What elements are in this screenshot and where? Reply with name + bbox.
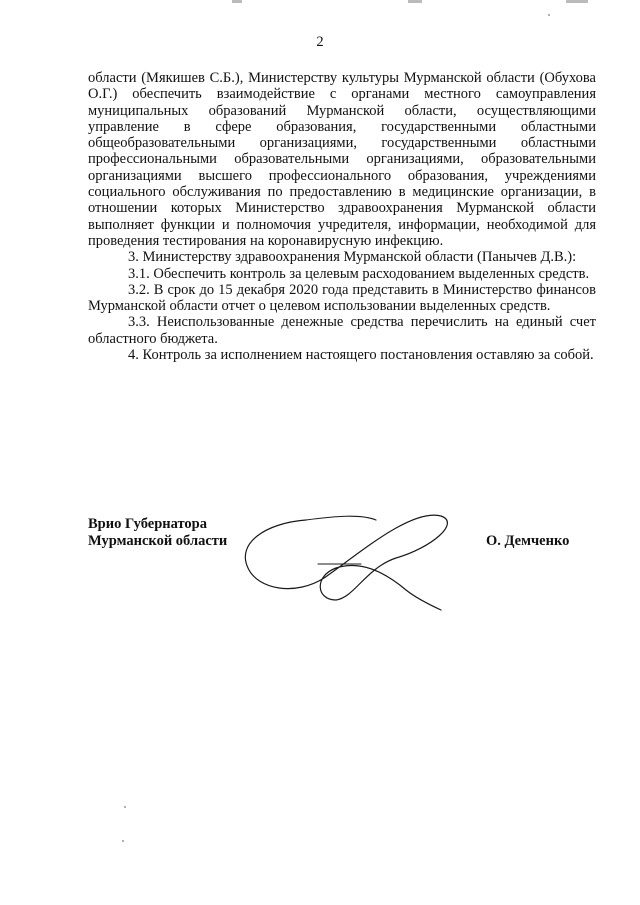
signatory-title-line1: Врио Губернатора xyxy=(88,516,207,532)
scan-artifact-top-middle xyxy=(408,0,422,3)
page-number: 2 xyxy=(316,34,324,50)
signatory-title-line2: Мурманской области xyxy=(88,533,228,549)
paragraph-item-4: 4. Контроль за исполнением настоящего постановления оставляю за собой. xyxy=(128,347,594,364)
scan-speck-3 xyxy=(548,14,550,16)
scan-artifact-top-right xyxy=(566,0,588,3)
paragraph-item-3-1: 3.1. Обеспечить контроль за целевым расходованием выделенных средств. xyxy=(128,265,590,282)
scan-speck-2 xyxy=(122,840,124,842)
document-body xyxy=(88,70,596,363)
handwritten-signature xyxy=(236,498,456,623)
signatory-name: О. Демченко xyxy=(486,533,570,549)
signatory-title xyxy=(88,516,227,550)
paragraph-item-3-2: 3.2. В срок до 15 декабря 2020 года представить в Министерство финансов Мурманской области отчет о целевом использовании выделенных средств. xyxy=(88,281,596,315)
paragraph-item-3-3: 3.3. Неиспользованные денежные средства перечислить на единый счет областного бюджета. xyxy=(88,314,596,347)
paragraph-item-3: 3. Министерству здравоохранения Мурманской области (Панычев Д.В.): xyxy=(128,249,577,266)
paragraph-continuation: области (Мякишев С.Б.), Министерству культуры Мурманской области (Обухова О.Г.) обеспечить взаимодействие с органами местного самоуправления муниципальных образований Мурманской области, осуществляющими управление в сфере образования, государственными областными общеобразовательными организациями, государственными областными профессиональными образовательными организациями, образовательными организациями высшего профессионального образования, учреждениями социального обслуживания по предоставлению в медицинские организации, в отношении которых Министерство здравоохранения Мурманской области выполняет функции и полномочия учредителя, информации, необходимой для проведения тестирования на коронавирусную инфекцию. xyxy=(88,70,596,249)
scan-artifact-top-left xyxy=(232,0,242,3)
scan-speck-1 xyxy=(124,806,126,808)
